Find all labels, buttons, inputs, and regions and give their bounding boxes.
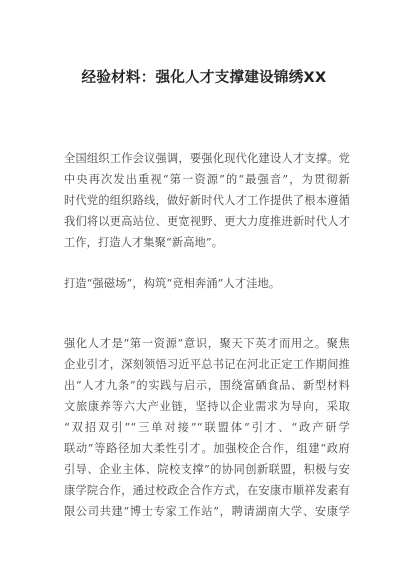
paragraph-line: 引导、企业主体、院校支撑”的协同创新联盟，积极与安 <box>64 463 350 476</box>
paragraph-line: 工作，打造人才集聚“新高地”。 <box>64 236 224 249</box>
paragraph-line: 打造“强磁场”，构筑“竞相奔涌”人才洼地。 <box>64 277 281 290</box>
paragraph-line: 我们将以更高站位、更宽视野、更大力度推进新时代人才 <box>64 215 350 228</box>
paragraph-line: 文旅康养等六大产业链，坚持以企业需求为导向，采取 <box>64 400 350 413</box>
paragraph-3 <box>64 333 350 522</box>
paragraph-line: 联动”等路径加大柔性引才。加强校企合作，组建“政府 <box>64 442 350 455</box>
paragraph-line: 康学院合作，通过校政企合作方式，在安康市顺祥发素有 <box>64 484 350 497</box>
paragraph-line: 全国组织工作会议强调，要强化现代化建设人才支撑。党 <box>64 152 350 165</box>
paragraph-line: 限公司共建“博士专家工作站”，聘请湖南大学、安康学 <box>64 505 350 518</box>
paragraph-line: 出“人才九条”的实践与启示，围绕富硒食品、新型材料 <box>64 379 350 392</box>
paragraph-line: 强化人才是“第一资源”意识，聚天下英才而用之。聚焦 <box>64 337 350 350</box>
paragraph-line: “双招双引”“三单对接”“联盟体”引才、“政产研学 <box>64 421 350 434</box>
paragraph-2 <box>64 273 350 294</box>
paragraph-line: 企业引才，深刻领悟习近平总书记在河北正定工作期间推 <box>64 358 350 371</box>
paragraph-line: 时代党的组织路线，做好新时代人才工作提供了根本遵循 <box>64 194 350 207</box>
paragraph-1 <box>64 148 350 253</box>
paragraph-line: 中央再次发出重视“第一资源”的“最强音”，为贯彻新 <box>64 173 350 186</box>
document-title: 经验材料：强化人才支撑建设锦绣XX <box>81 70 327 86</box>
